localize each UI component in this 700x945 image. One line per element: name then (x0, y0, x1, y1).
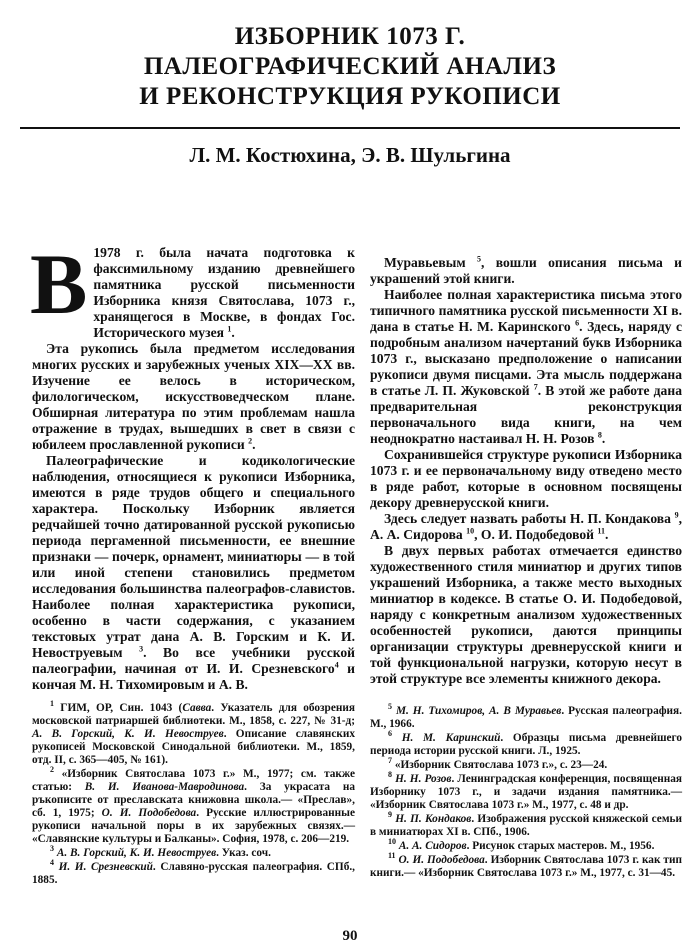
title-line: ИЗБОРНИК 1073 Г. (234, 23, 466, 50)
paragraph (32, 341, 355, 453)
text-run: Здесь следует назвать работы Н. П. Кондакова (384, 511, 675, 526)
footnote-ref: 9 (674, 510, 679, 520)
paragraph (30, 236, 355, 341)
paragraph (32, 844, 355, 860)
text-run: . Русская палеография. М., 1966. (370, 705, 682, 730)
cited-author: Н. М. Каринский (401, 732, 501, 744)
paragraph (370, 770, 682, 812)
article-title (0, 22, 700, 112)
cited-author: Н. Н. Розов (395, 773, 452, 785)
text-run: . Образцы письма древнейшего периода истории русской книги. Л., 1925. (370, 732, 682, 757)
footnote-ref: 1 (50, 699, 54, 709)
text-run: . Изборник Святослава 1073 г. как тип книги.— «Изборник Святослава 1073 г.» М., 1977, с. 31—45. (370, 854, 682, 879)
text-run: . Во все учебники русской палеографии, начиная от И. И. Срезневского (32, 645, 356, 676)
text-run: , О. И. Подобедовой (474, 527, 598, 542)
paragraph (370, 837, 682, 853)
text-run: . (231, 325, 235, 340)
text-run: , А. А. Сидорова (370, 511, 682, 542)
text-run: . В этой же работе дана предварительная реконструкция первоначального вида книги, на чем неоднократно настаивал Н. Н. Розов (370, 383, 682, 446)
text-run: , вошли описания письма и украшений этой книги. (370, 255, 683, 286)
text-run: . Указатель для обозрения московской патриаршей библиотеки. М., 1858, с. 227, № 31-д; (32, 702, 355, 727)
paragraph (370, 729, 682, 758)
text-run: . Русские иллюстрированные рукописи начальной поры в их зарубежных связях.— «Славянские культуры и Балканы». София, 1978, с. 206—219. (32, 807, 355, 845)
cited-author: А. А. Сидоров (398, 840, 467, 852)
footnote-ref: 2 (248, 436, 253, 446)
drop-cap: В (30, 236, 88, 332)
text-run: Муравьевым (384, 255, 477, 270)
text-run: . Славяно-русская палеография. СПб., 1885. (32, 861, 355, 886)
paragraph (370, 287, 682, 447)
footnote-ref: 5 (388, 702, 392, 712)
text-run: Палеографические и кодикологические наблюдения, относящиеся к рукописи Изборника, имеются в ряде трудов общего и специального характера. Поскольку Изборник является редчайшей точно датированной русской рукописью периода пергаменной письменности, ее внешние признаки — почерк, орнамент, миниатюры — в той или иной степени становились предметом исследования большинства палеографов-славистов. Наиболее полная характеристика рукописи, особенно в части содержания, с указанием текстовых утрат дана А. В. Горским и К. И. Невоструевым (32, 453, 355, 660)
cited-author: А. В. Горский, К. И. Невоструев (32, 728, 224, 740)
footnote-ref: 10 (388, 837, 396, 847)
footnote-ref: 2 (50, 765, 54, 775)
footnote-ref: 8 (597, 430, 602, 440)
text-run: «Изборник Святослава 1073 г.» М., 1977; см. также статью: (32, 768, 355, 793)
text-run: . Здесь, наряду с подробным анализом начертаний букв Изборника 1073 г., высказано предположение о написании рукописи двумя писцами. Эта мысль поддержана в статье Л. П. Жуковской (370, 319, 682, 398)
footnote-ref: 9 (388, 810, 392, 820)
paragraph (32, 765, 355, 846)
footnotes-right (370, 702, 682, 881)
footnote-ref: 1 (227, 324, 232, 334)
footnote-ref: 3 (139, 644, 144, 654)
footnote-ref: 3 (50, 844, 54, 854)
paragraph (370, 543, 682, 687)
cited-author: И. И. Срезневский (58, 861, 153, 873)
cited-author: А. В. Горский, К. И. Невоструев (56, 847, 217, 859)
cited-author: Н. П. Кондаков (395, 813, 472, 825)
footnote-ref: 7 (388, 756, 392, 766)
paragraph (370, 756, 682, 772)
text-run: 1978 г. была начата подготовка к факсимильному изданию древнейшего памятника русской письменности Изборника князя Святослава, 1073 г., хранящегося в Москве, в фондах Гос. Исторического музея (93, 245, 355, 340)
footnotes-left (32, 699, 355, 888)
text-run: . Указ. соч. (216, 847, 271, 859)
footnote-ref: 5 (476, 254, 481, 264)
title-divider (20, 127, 680, 129)
text-run: Наиболее полная характеристика письма этого типичного памятника русской письменности XI в. дана в статье Н. М. Каринского (370, 287, 682, 334)
text-run: . Ленинградская конференция, посвященная Изборнику 1073 г., и задачи издания памятника.— «Изборник Святослава 1073 г.» М., 1977, с. 48 и др. (370, 773, 682, 811)
page-number: 90 (342, 928, 358, 944)
footnote-ref: 11 (388, 851, 396, 861)
body-column-left (30, 236, 356, 693)
paragraph (370, 255, 682, 287)
cited-author: В. И. Иванова-Мавродинова (84, 781, 245, 793)
paragraph (370, 511, 682, 543)
text-run: . Описание славянских рукописей Московской Синодальной библиотеки. М., 1859, отд. II, с. 365—405, № 161). (32, 728, 355, 766)
footnote-ref: 8 (388, 770, 392, 780)
footnote-ref: 4 (334, 660, 339, 670)
footnote-ref: 6 (388, 729, 392, 739)
cited-author: О. И. Подобедова (101, 807, 197, 819)
footnote-ref: 7 (533, 382, 538, 392)
paragraph (32, 858, 355, 887)
cited-author: М. Н. Тихомиров, А. В Муравьев (395, 705, 562, 717)
paragraph (370, 851, 682, 880)
text-run: «Изборник Святослава 1073 г.», с. 23—24. (392, 759, 608, 771)
title-line: И РЕКОНСТРУКЦИЯ РУКОПИСИ (139, 83, 561, 110)
paragraph (32, 699, 355, 767)
paragraph (370, 447, 682, 511)
footnote-ref: 6 (575, 318, 580, 328)
footnote-ref: 4 (50, 858, 54, 868)
text-run: Эта рукопись была предметом исследования многих русских и зарубежных ученых XIX—XX вв. Изучение ее велось в историческом, филологическом, искусствоведческом плане. Обширная литература по этим проблемам нашла отражение в трудах, вышедших в свет в связи с юбилеем прославленной рукописи (32, 341, 355, 452)
text-run: . (252, 437, 256, 452)
cited-author: Савва (182, 702, 212, 714)
paragraph (32, 453, 355, 693)
text-run (392, 732, 402, 744)
text-run: . Изображения русской княжеской семьи в миниатюрах XI в. СПб., 1906. (370, 813, 682, 838)
paragraph (370, 810, 682, 839)
text-run: В двух первых работах отмечается единство художественного стиля миниатюр и других типов украшений Изборника, а также место выходных миниатюр в кодексе. В статье О. И. Подобедовой, наряду с конкретным анализом художественных особенностей рукописи, даются принципы организации структуры древнерусской книги и той функциональной нагрузки, которую несут в этой структуре все элементы книжного декора. (370, 543, 682, 686)
text-run: . (601, 431, 606, 446)
text-run: . (604, 527, 609, 542)
text-run: Сохранившейся структуре рукописи Изборника 1073 г. и ее первоначальному виду отведено место в ряде работ, которые в основном посвящены декору древнерусской книги. (370, 447, 682, 510)
footnote-ref: 11 (597, 526, 605, 536)
text-run: и кончая М. Н. Тихомировым и А. В. (32, 661, 355, 692)
footnote-ref: 10 (466, 526, 475, 536)
text-run: ГИМ, ОР, Син. 1043 ( (54, 702, 183, 714)
text-run: . За украсата на ръкописите от преславската книжовна школа.— «Преслав», сб. 1, 1975; (32, 781, 355, 819)
body-column-right (370, 255, 682, 687)
title-line: ПАЛЕОГРАФИЧЕСКИЙ АНАЛИЗ (143, 53, 557, 80)
article-authors: Л. М. Костюхина, Э. В. Шульгина (189, 143, 511, 167)
text-run: . Рисунок старых мастеров. М., 1956. (466, 840, 655, 852)
cited-author: О. И. Подобедова (398, 854, 485, 866)
paragraph (370, 702, 682, 731)
